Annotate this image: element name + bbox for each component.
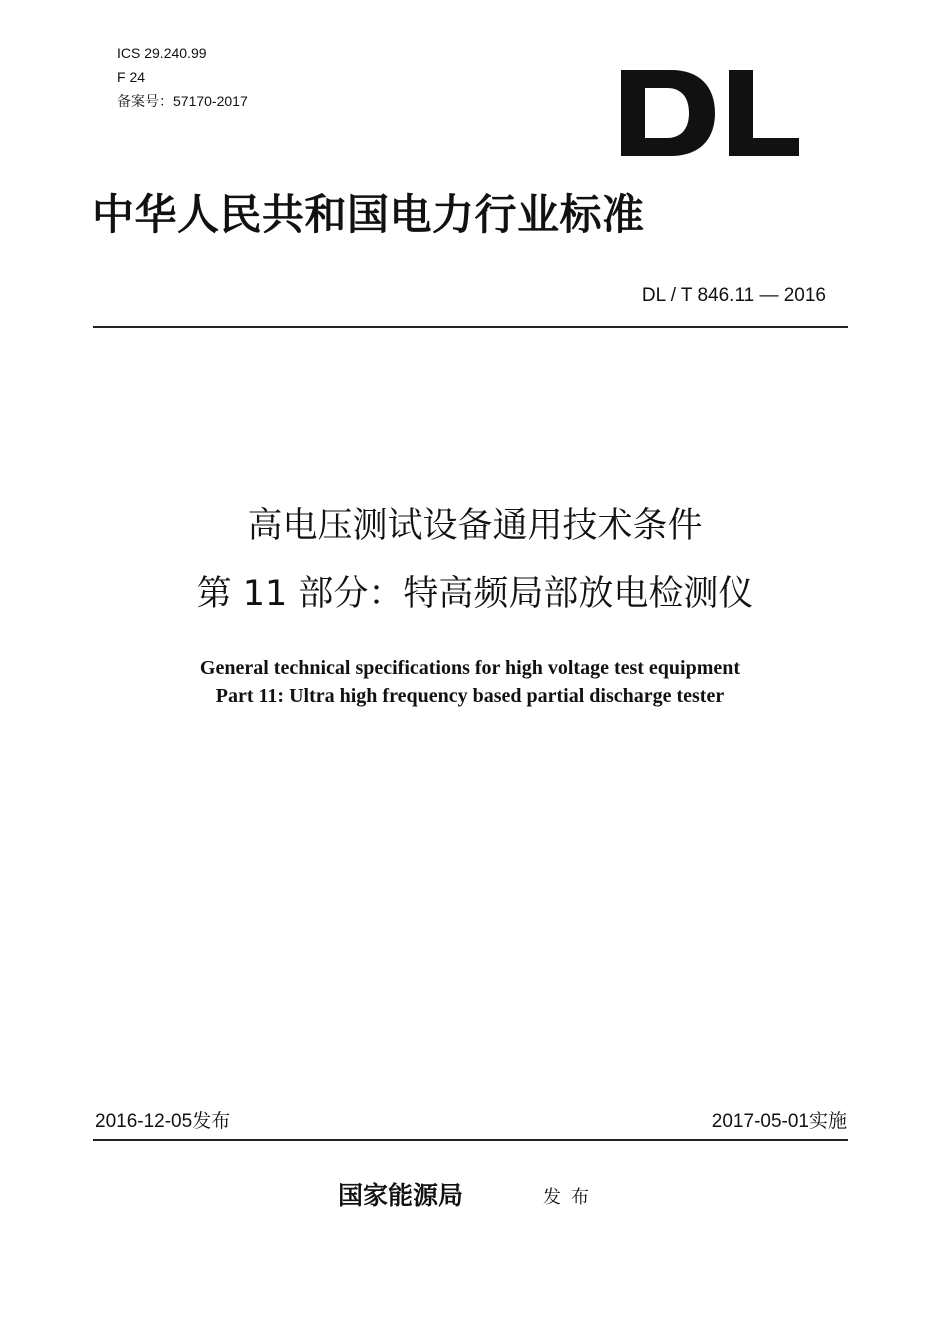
meta-ics: ICS 29.240.99 xyxy=(117,45,207,61)
top-divider xyxy=(93,326,848,328)
english-title-line-1: General technical specifications for high voltage test equipment xyxy=(199,657,741,679)
standard-number: DL / T 846.11 — 2016 xyxy=(641,285,826,306)
bottom-divider xyxy=(93,1139,848,1141)
implementation-date: 2017-05-01实施 xyxy=(711,1111,847,1132)
chinese-title-line-1: 高电压测试设备通用技术条件 xyxy=(247,506,703,546)
meta-classification: F 24 xyxy=(117,69,146,85)
publish-label: 发布 xyxy=(543,1187,599,1208)
dl-logo xyxy=(619,68,801,158)
meta-filing-number: 备案号：57170-2017 xyxy=(117,93,248,109)
org-title: 中华人民共和国电力行业标准 xyxy=(92,190,645,239)
chinese-title-line-2: 第 11 部分：特高频局部放电检测仪 xyxy=(196,574,754,614)
issue-date: 2016-12-05发布 xyxy=(95,1111,231,1132)
publisher-name: 国家能源局 xyxy=(338,1181,464,1210)
english-title-line-2: Part 11: Ultra high frequency based partial discharge tester xyxy=(215,685,725,707)
